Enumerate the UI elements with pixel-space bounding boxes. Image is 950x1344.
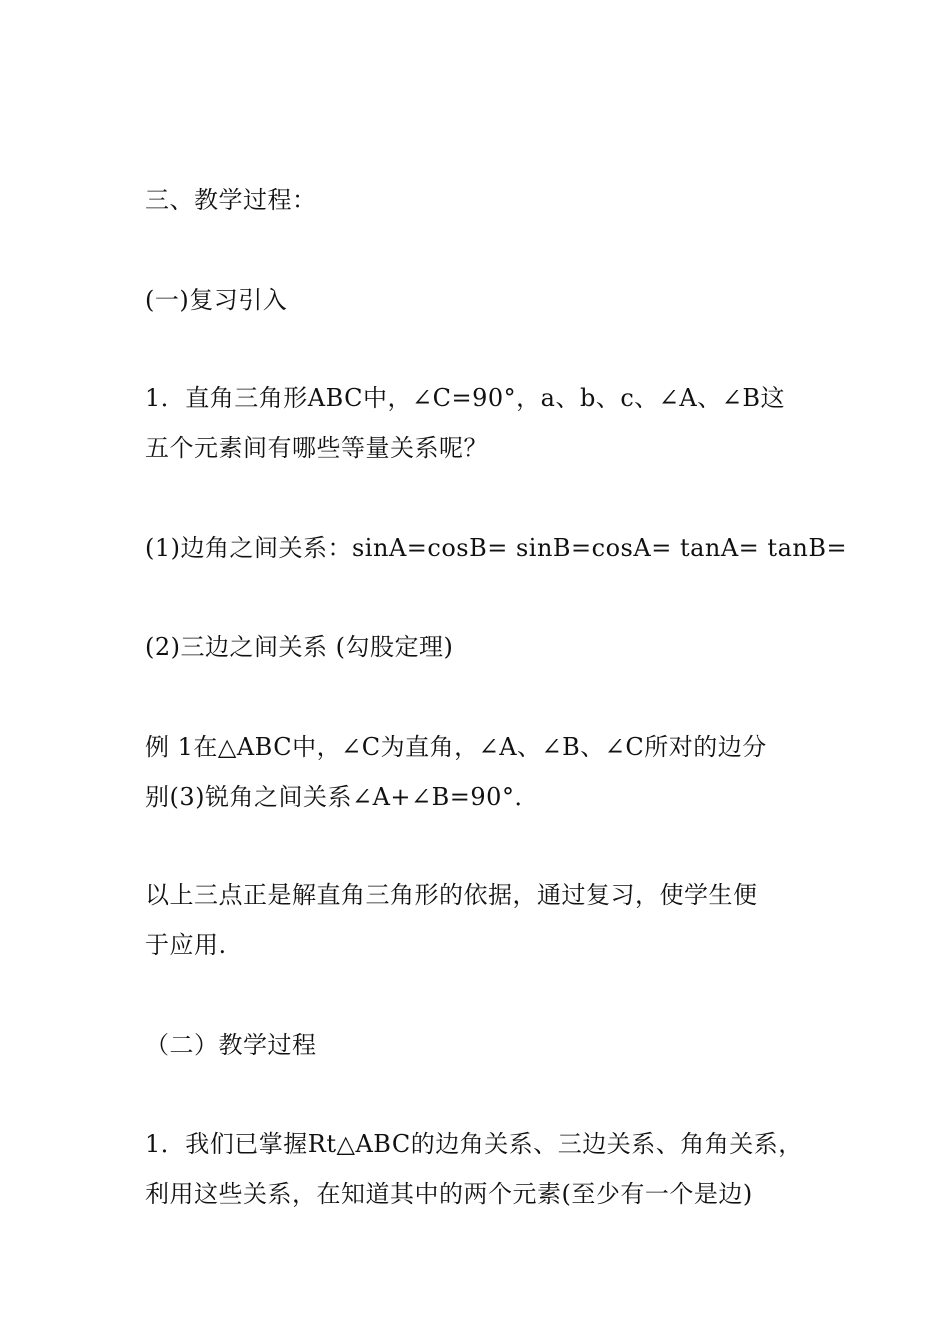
subsection-heading-review: (一)复习引入 [145,286,288,314]
paragraph-line: 利用这些关系，在知道其中的两个元素(至少有一个是边) [145,1180,753,1208]
subsection-heading-teaching-process: （二）教学过程 [145,1031,317,1059]
section-heading-teaching-process: 三、教学过程： [145,186,317,214]
paragraph-line: 例 1在△ABC中，∠C为直角，∠A、∠B、∠C所对的边分 [145,733,767,761]
paragraph-line: (1)边角之间关系：sinA=cosB= sinB=cosA= tanA= tanB= [145,534,848,562]
paragraph-line: 1．我们已掌握Rt△ABC的边角关系、三边关系、角角关系， [145,1130,803,1158]
paragraph-line: 五个元素间有哪些等量关系呢？ [145,434,488,462]
paragraph-line: 以上三点正是解直角三角形的依据，通过复习，使学生便 [145,881,758,909]
paragraph-line: 别(3)锐角之间关系∠A+∠B=90°． [145,783,539,811]
paragraph-line: (2)三边之间关系 (勾股定理) [145,633,454,661]
paragraph-line: 1．直角三角形ABC中，∠C=90°，a、b、c、∠A、∠B这 [145,384,785,412]
paragraph-line: 于应用. [145,931,227,959]
